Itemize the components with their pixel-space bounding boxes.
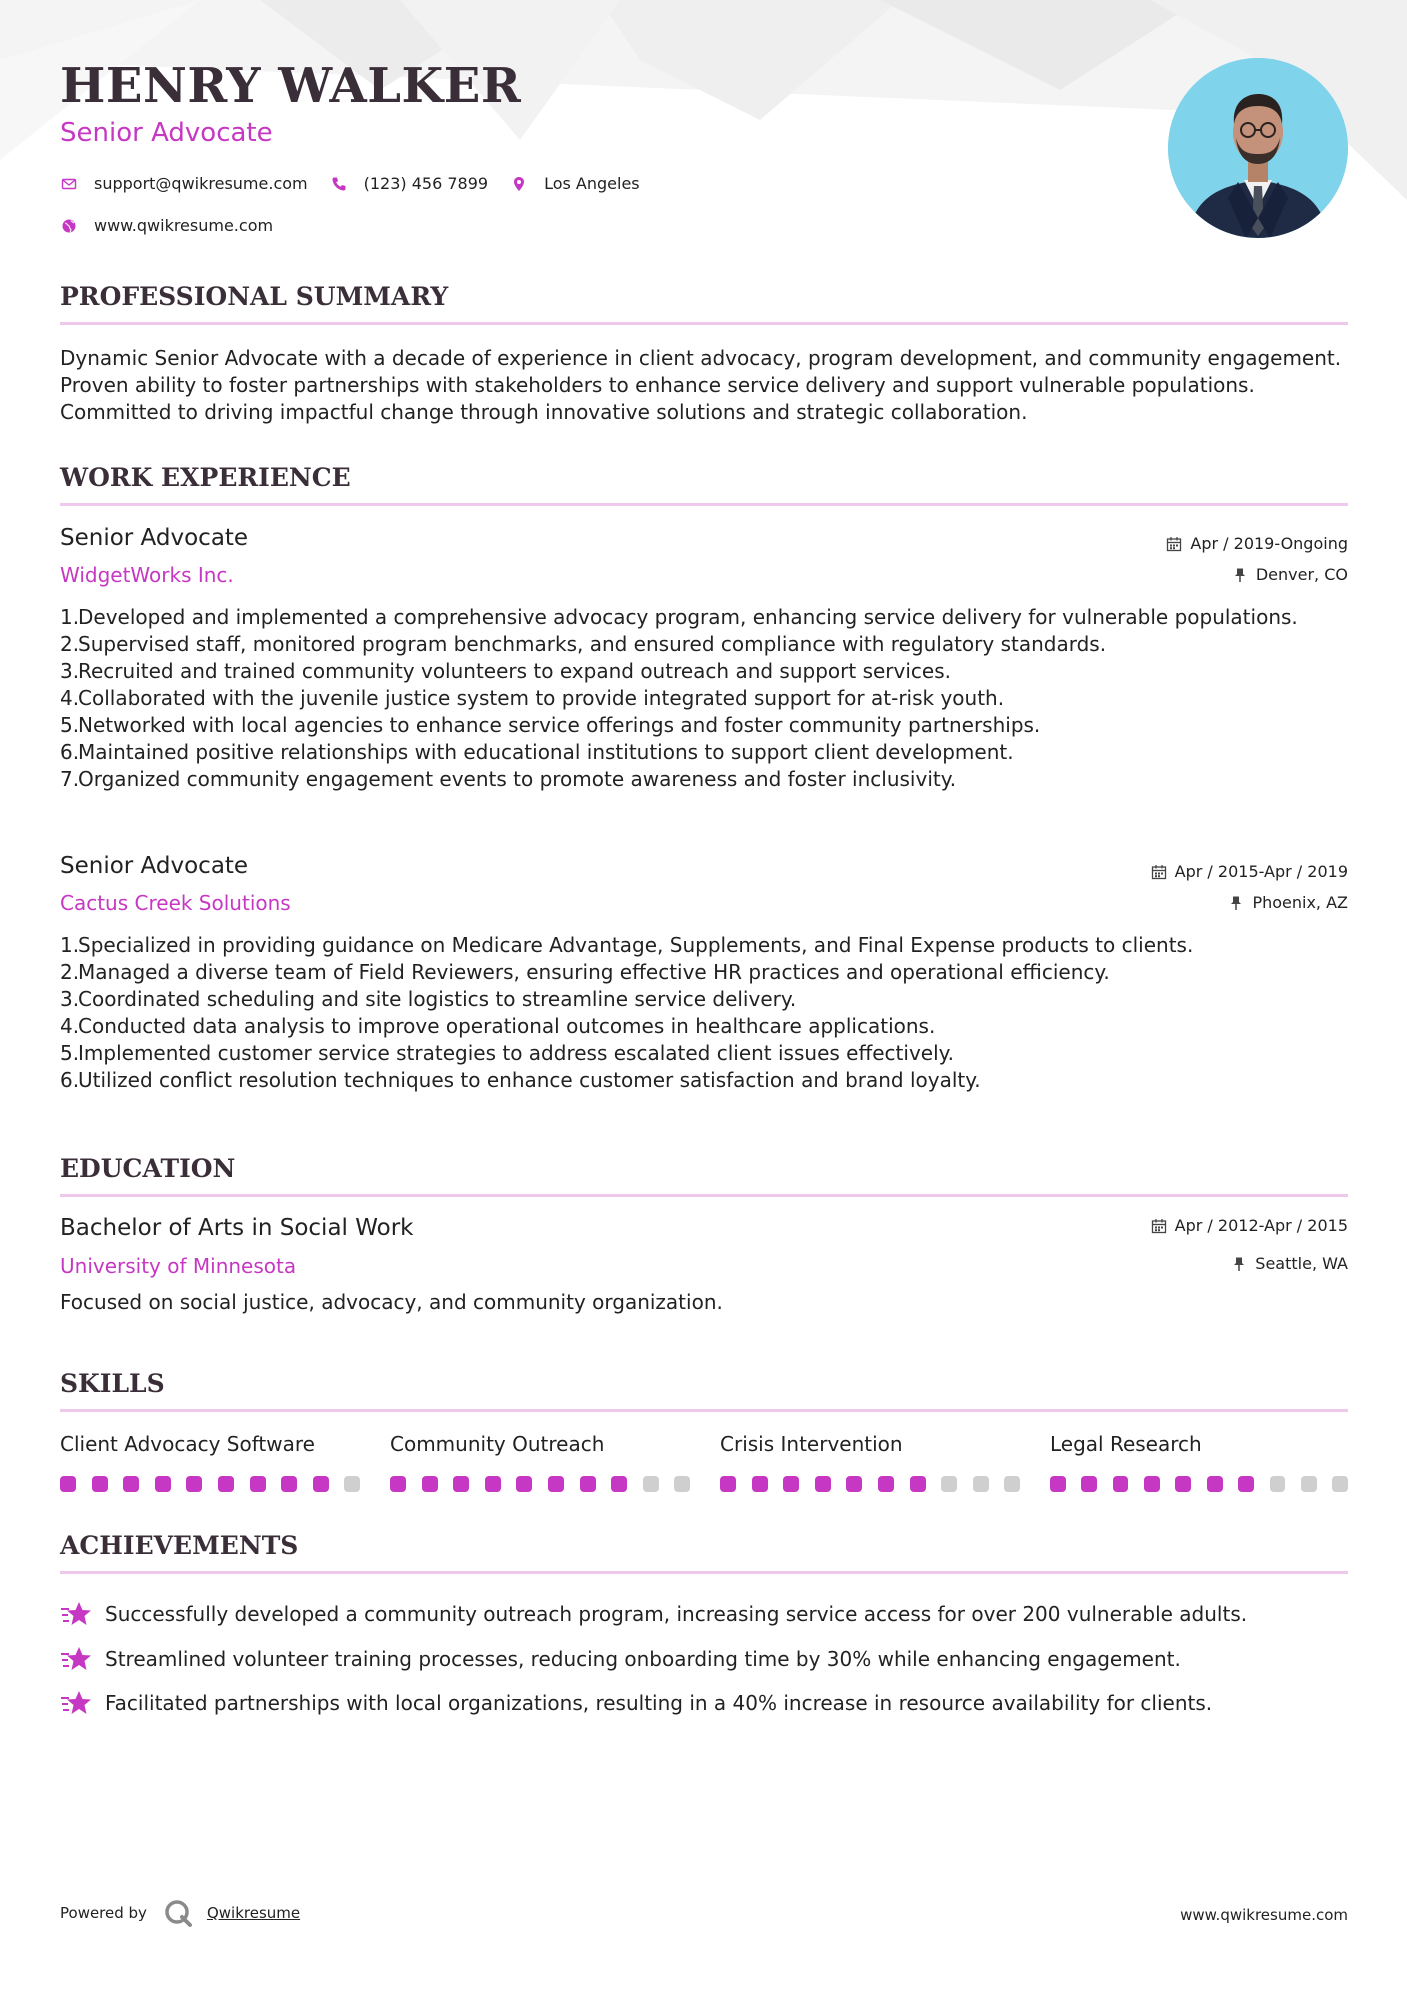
location-text: Los Angeles (544, 174, 640, 193)
candidate-name: HENRY WALKER (60, 58, 522, 114)
education-location (1231, 1254, 1348, 1273)
skill-dot-filled (155, 1476, 171, 1492)
skill-name: Community Outreach (390, 1432, 605, 1456)
job-bullet-list (60, 604, 1348, 793)
star-icon (60, 1600, 92, 1628)
pushpin-icon (1231, 1256, 1247, 1272)
skill-dot-filled (422, 1476, 438, 1492)
skills-heading: SKILLS (60, 1369, 165, 1398)
skill-dot-filled (878, 1476, 894, 1492)
skill-dot-filled (611, 1476, 627, 1492)
skill-rating (60, 1476, 390, 1492)
skill-name: Client Advocacy Software (60, 1432, 315, 1456)
job-location (1228, 893, 1348, 912)
pushpin-icon (1228, 895, 1244, 911)
website-text: www.qwikresume.com (94, 216, 274, 235)
skill-dot-empty (643, 1476, 659, 1492)
job-bullet: 4. Conducted data analysis to improve operational outcomes in healthcare applications. (60, 1014, 936, 1038)
skill-dot-empty (1301, 1476, 1317, 1492)
education-location-text: Seattle, WA (1255, 1254, 1348, 1273)
globe-icon (60, 217, 78, 235)
calendar-icon (1151, 864, 1167, 880)
achievement-item (60, 1592, 1348, 1637)
experience-divider (60, 503, 1348, 506)
education-description: Focused on social justice, advocacy, and community organization. (60, 1290, 723, 1314)
calendar-icon (1166, 536, 1182, 552)
skill-dot-filled (720, 1476, 736, 1492)
skill-dot-filled (218, 1476, 234, 1492)
skill-dot-filled (580, 1476, 596, 1492)
phone-text: (123) 456 7899 (363, 174, 489, 193)
education-divider (60, 1194, 1348, 1197)
summary-divider (60, 322, 1348, 325)
powered-by-label: Powered by (60, 1904, 147, 1922)
achievements-divider (60, 1571, 1348, 1574)
job-bullet: 7. Organized community engagement events to promote awareness and foster inclusivity. (60, 767, 957, 791)
job-bullet-list (60, 932, 1348, 1094)
skill-dot-filled (548, 1476, 564, 1492)
skill-dot-filled (250, 1476, 266, 1492)
skill-dot-filled (453, 1476, 469, 1492)
experience-heading: WORK EXPERIENCE (60, 463, 351, 492)
skill-name: Legal Research (1050, 1432, 1202, 1456)
achievement-text: Facilitated partnerships with local organizations, resulting in a 40% increase in resource availability for clients. (105, 1691, 1213, 1716)
job-bullet: 3. Recruited and trained community volunteers to expand outreach and support services. (60, 659, 951, 683)
contact-phone[interactable] (330, 174, 488, 193)
skill-dot-filled (1050, 1476, 1066, 1492)
job-bullet: 6. Maintained positive relationships with educational institutions to support client development. (60, 740, 1014, 764)
footer-website-link[interactable]: www.qwikresume.com (1180, 1906, 1348, 1924)
job-bullet: 5. Networked with local agencies to enhance service offerings and foster community partnerships. (60, 713, 1041, 737)
skill-dot-filled (92, 1476, 108, 1492)
job-bullet: 2. Managed a diverse team of Field Reviewers, ensuring effective HR practices and operational efficiency. (60, 960, 1110, 984)
skill-item (720, 1432, 1050, 1492)
skill-name: Crisis Intervention (720, 1432, 903, 1456)
skill-dot-filled (1081, 1476, 1097, 1492)
job-title: Senior Advocate (60, 853, 249, 879)
job-bullet: 3. Coordinated scheduling and site logistics to streamline service delivery. (60, 987, 797, 1011)
pushpin-icon (1232, 567, 1248, 583)
contact-row-secondary (60, 216, 295, 235)
job-bullet: 4. Collaborated with the juvenile justice system to provide integrated support for at-risk youth. (60, 686, 1005, 710)
job-location-text: Phoenix, AZ (1252, 893, 1348, 912)
job-title: Senior Advocate (60, 525, 249, 551)
skill-dot-filled (1238, 1476, 1254, 1492)
skill-dot-filled (186, 1476, 202, 1492)
achievement-item (60, 1681, 1348, 1726)
achievements-list (60, 1592, 1348, 1726)
map-pin-icon (510, 175, 528, 193)
envelope-icon (60, 175, 78, 193)
qwikresume-logo-icon (163, 1898, 193, 1928)
profile-photo (1168, 58, 1348, 238)
candidate-role: Senior Advocate (60, 118, 273, 148)
summary-heading: PROFESSIONAL SUMMARY (60, 282, 449, 311)
skill-dot-filled (485, 1476, 501, 1492)
skill-dot-filled (910, 1476, 926, 1492)
star-icon (60, 1645, 92, 1673)
education-dates-text: Apr / 2012-Apr / 2015 (1174, 1216, 1348, 1235)
job-bullet: 6. Utilized conflict resolution techniques to enhance customer satisfaction and brand loyalty. (60, 1068, 981, 1092)
achievements-heading: ACHIEVEMENTS (60, 1531, 299, 1560)
contact-website[interactable] (60, 216, 273, 235)
job-company: WidgetWorks Inc. (60, 563, 234, 587)
skill-dot-filled (313, 1476, 329, 1492)
phone-icon (330, 175, 348, 193)
achievement-text: Streamlined volunteer training processes, reducing onboarding time by 30% while enhancing engagement. (105, 1646, 1181, 1671)
skill-dot-filled (1144, 1476, 1160, 1492)
contact-email[interactable] (60, 174, 308, 193)
education-degree: Bachelor of Arts in Social Work (60, 1215, 414, 1241)
skill-rating (390, 1476, 720, 1492)
skill-dot-empty (674, 1476, 690, 1492)
skill-dot-filled (846, 1476, 862, 1492)
skills-divider (60, 1409, 1348, 1412)
skill-rating (1050, 1476, 1348, 1492)
education-dates (1151, 1216, 1348, 1235)
achievement-item (60, 1637, 1348, 1682)
skill-item (390, 1432, 720, 1492)
job-bullet: 1. Specialized in providing guidance on Medicare Advantage, Supplements, and Final Expense products to clients. (60, 933, 1194, 957)
job-location-text: Denver, CO (1255, 565, 1348, 584)
qwikresume-link[interactable]: Qwikresume (206, 1904, 301, 1922)
job-bullet: 2. Supervised staff, monitored program benchmarks, and ensured compliance with regulatory standards. (60, 632, 1107, 656)
job-company: Cactus Creek Solutions (60, 891, 291, 915)
skill-dot-empty (941, 1476, 957, 1492)
skill-dot-filled (752, 1476, 768, 1492)
skill-dot-filled (390, 1476, 406, 1492)
skill-dot-filled (783, 1476, 799, 1492)
skill-dot-empty (973, 1476, 989, 1492)
skill-dot-filled (1175, 1476, 1191, 1492)
footer-powered-by (60, 1898, 300, 1928)
job-dates-text: Apr / 2015-Apr / 2019 (1174, 862, 1348, 881)
calendar-icon (1151, 1218, 1167, 1234)
job-bullet: 5. Implemented customer service strategies to address escalated client issues effectively. (60, 1041, 954, 1065)
job-location (1232, 565, 1348, 584)
skill-dot-empty (344, 1476, 360, 1492)
email-text: support@qwikresume.com (94, 174, 308, 193)
contact-location (510, 174, 640, 193)
skill-dot-filled (815, 1476, 831, 1492)
skill-dot-empty (1270, 1476, 1286, 1492)
achievement-text: Successfully developed a community outreach program, increasing service access for over 200 vulnerable adults. (105, 1602, 1248, 1627)
education-school: University of Minnesota (60, 1254, 297, 1278)
skill-item (60, 1432, 390, 1492)
skill-dot-filled (60, 1476, 76, 1492)
job-bullet: 1. Developed and implemented a comprehensive advocacy program, enhancing service delivery for vulnerable populations. (60, 605, 1298, 629)
skill-dot-filled (123, 1476, 139, 1492)
skill-dot-filled (281, 1476, 297, 1492)
skill-item (1050, 1432, 1348, 1492)
job-dates (1166, 534, 1348, 553)
skills-grid (60, 1432, 1348, 1492)
skill-dot-empty (1004, 1476, 1020, 1492)
skill-dot-filled (1113, 1476, 1129, 1492)
summary-text: Dynamic Senior Advocate with a decade of experience in client advocacy, program development, and community engagement. Proven ability to foster partnerships with stakeholders to enhance service delivery and support vulnerable populations. Committed to driving impactful change through innovative solutions and strategic collaboration. (60, 346, 1342, 424)
education-heading: EDUCATION (60, 1154, 236, 1183)
skill-rating (720, 1476, 1050, 1492)
skill-dot-filled (516, 1476, 532, 1492)
job-dates-text: Apr / 2019-Ongoing (1190, 534, 1348, 553)
job-dates (1151, 862, 1348, 881)
star-icon (60, 1689, 92, 1717)
skill-dot-empty (1332, 1476, 1348, 1492)
contact-row-primary (60, 174, 662, 193)
skill-dot-filled (1207, 1476, 1223, 1492)
